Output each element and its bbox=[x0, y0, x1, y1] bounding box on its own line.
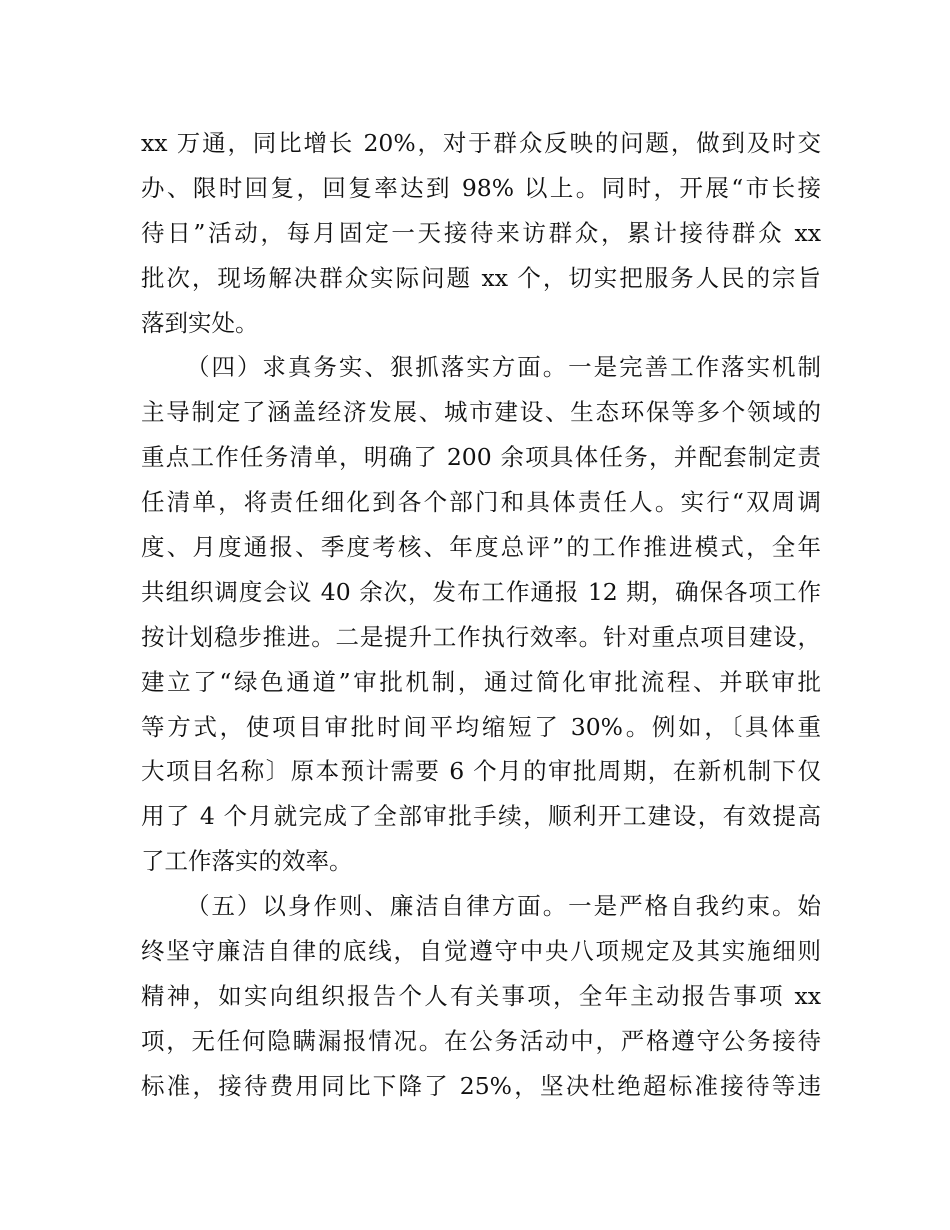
text-line: 度、月度通报、季度考核、年度总评”的工作推进模式，全年 bbox=[141, 533, 821, 562]
text-line: 大项目名称〕原本预计需要 6 个月的审批周期，在新机制下仅 bbox=[141, 757, 821, 786]
text-line: 办、限时回复，回复率达到 98% 以上。同时，开展“市长接 bbox=[141, 173, 821, 202]
text-line: 了工作落实的效率。 bbox=[141, 847, 353, 876]
text-line: 终坚守廉洁自律的底线，自觉遵守中央八项规定及其实施细则 bbox=[141, 937, 821, 966]
paragraph-section-four bbox=[141, 345, 821, 884]
text-line: 主导制定了涵盖经济发展、城市建设、生态环保等多个领域的 bbox=[141, 398, 821, 427]
text-line: 建立了“绿色通道”审批机制，通过简化审批流程、并联审批 bbox=[141, 667, 821, 696]
paragraph-section-five bbox=[141, 884, 821, 1108]
document-body bbox=[141, 121, 821, 1109]
text-line: 任清单，将责任细化到各个部门和具体责任人。实行“双周调 bbox=[141, 488, 821, 517]
text-line: 批次，现场解决群众实际问题 xx 个，切实把服务人民的宗旨 bbox=[141, 263, 821, 292]
text-line: 等方式，使项目审批时间平均缩短了 30%。例如，〔具体重 bbox=[141, 712, 821, 741]
section-heading-line: （四）求真务实、狠抓落实方面。一是完善工作落实机制 bbox=[186, 353, 821, 382]
text-line: 项，无任何隐瞒漏报情况。在公务活动中，严格遵守公务接待 bbox=[141, 1026, 821, 1055]
text-line: 标准，接待费用同比下降了 25%，坚决杜绝超标准接待等违 bbox=[141, 1071, 821, 1100]
text-line: 共组织调度会议 40 余次，发布工作通报 12 期，确保各项工作 bbox=[141, 577, 821, 606]
text-line: 重点工作任务清单，明确了 200 余项具体任务，并配套制定责 bbox=[141, 443, 821, 472]
text-line: 用了 4 个月就完成了全部审批手续，顺利开工建设，有效提高 bbox=[141, 802, 821, 831]
text-line: 按计划稳步推进。二是提升工作执行效率。针对重点项目建设， bbox=[141, 622, 821, 651]
text-line: 落到实处。 bbox=[141, 308, 259, 337]
text-line: xx 万通，同比增长 20%，对于群众反映的问题，做到及时交 bbox=[141, 129, 821, 157]
text-line: 待日”活动，每月固定一天接待来访群众，累计接待群众 xx bbox=[141, 218, 821, 247]
section-heading-line: （五）以身作则、廉洁自律方面。一是严格自我约束。始 bbox=[186, 892, 821, 921]
paragraph-service-results bbox=[141, 121, 821, 345]
text-line: 精神，如实向组织报告个人有关事项，全年主动报告事项 xx bbox=[141, 981, 821, 1010]
